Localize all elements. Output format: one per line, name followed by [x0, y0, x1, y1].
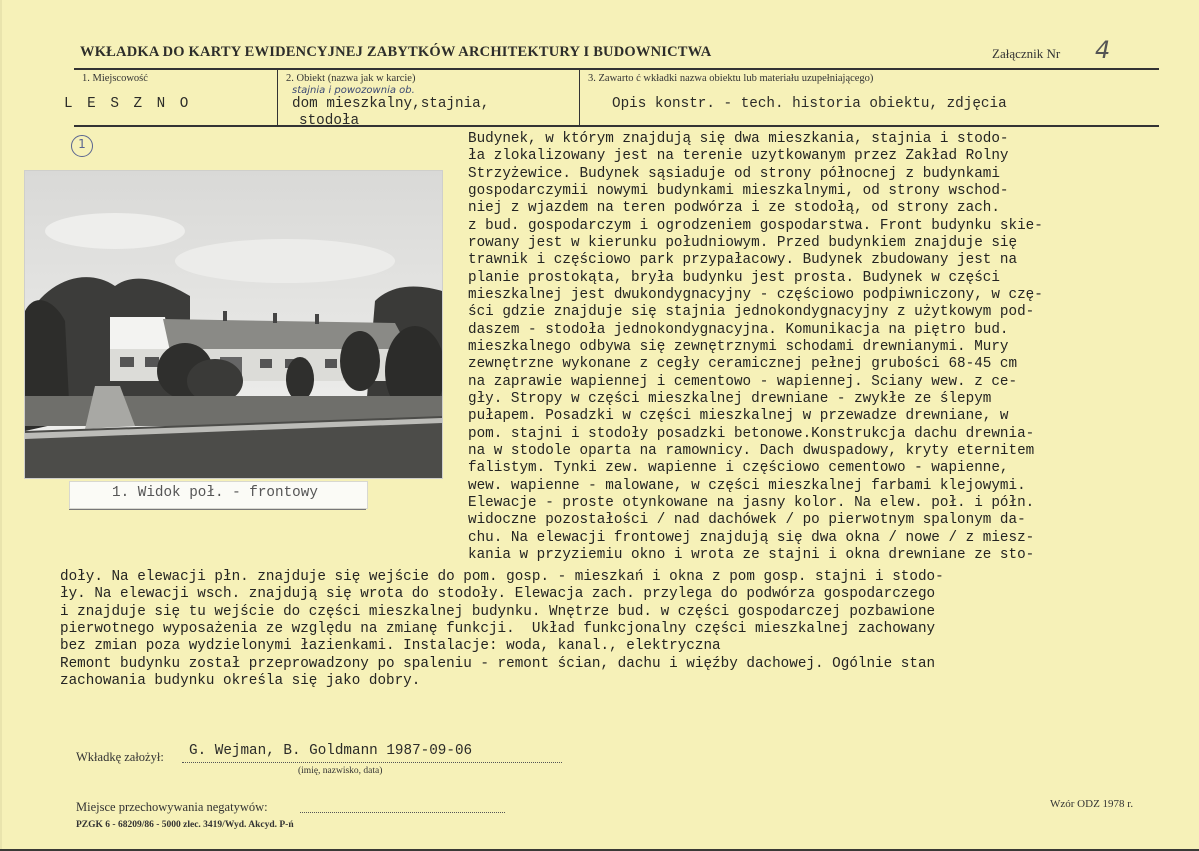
body-line: Strzyżewice. Budynek sąsiaduje od strony północnej z budynkami — [468, 166, 1000, 182]
caption-rule — [69, 509, 366, 510]
print-info: PZGK 6 - 68209/86 - 5000 zlec. 3419/Wyd. Akcyd. P-ń — [76, 820, 294, 830]
body-line: daszem - stodoła jednokondygnacyjna. Komunikacja na piętro bud. — [468, 322, 1009, 338]
body-line: ści gdzie znajduje się stajnia jednokondygnacyjny z użytkowym pod- — [468, 304, 1035, 320]
page-mark-number: 1 — [78, 137, 86, 151]
body-line: widoczne pozostałości / nad dachówek / po pierwotnym spalonym da- — [468, 512, 1026, 528]
negatives-label: Miejsce przechowywania negatywów: — [76, 800, 268, 814]
body-line: ły. Na elewacji wsch. znajdują się wrota do stodoły. Elewacja zach. przylega do podwórza gospodarczego — [60, 586, 936, 602]
body-line: planie prostokąta, bryła budynku jest prosta. Budynek w części — [468, 270, 1000, 286]
body-line: pierwotnego wyposażenia ze względu na zmianę funkcji. Układ funkcjonalny części mieszkalnej zachowany — [60, 621, 936, 637]
created-by-value: G. Wejman, B. Goldmann 1987-09-06 — [189, 743, 473, 759]
created-by-hint: (imię, nazwisko, data) — [298, 766, 383, 776]
form-title: WKŁADKA DO KARTY EWIDENCYJNEJ ZABYTKÓW ARCHITEKTURY I BUDOWNICTWA — [80, 44, 712, 60]
body-line: z bud. gospodarczym i ogrodzeniem gospodarstwa. Front budynku skie- — [468, 218, 1043, 234]
object-value-line2: stodoła — [299, 113, 360, 129]
body-line: wew. wapienne - malowane, w części mieszkalnej farbami klejowymi. — [468, 478, 1026, 494]
content-value: Opis konstr. - tech. historia obiektu, zdjęcia — [612, 96, 1007, 112]
body-line: zewnętrzne wykonane z cegły ceramicznej pełnej grubości 68-45 cm — [468, 356, 1018, 372]
body-line: doły. Na elewacji płn. znajduje się wejście do pom. gosp. - mieszkań i okna z pom gosp. stajni i stodo- — [60, 569, 944, 585]
body-line: mieszkalnego odbywa się zewnętrznymi schodami drewnianymi. Mury — [468, 339, 1009, 355]
body-line: mieszkalnej jest dwukondygnacyjny - częściowo podpiwniczony, w czę- — [468, 287, 1043, 303]
body-line: pułapem. Posadzki w części mieszkalnej w przewadze drewniane, w — [468, 408, 1009, 424]
body-line: Budynek, w którym znajdują się dwa mieszkania, stajnia i stodo- — [468, 131, 1009, 147]
photo-illustration — [25, 171, 442, 478]
header-rule-top — [74, 68, 1159, 70]
locality-value: L E S Z N O — [64, 96, 192, 112]
header-divider-2 — [579, 70, 580, 125]
body-line: gospodarczymii nowymi budynkami mieszkalnymi, od strony wschod- — [468, 183, 1009, 199]
page-mark — [71, 135, 93, 157]
body-line: Remont budynku został przeprowadzony po spaleniu - remont ścian, dachu i więźby dachowej. Ogólnie stan — [60, 656, 936, 672]
object-value-line1: dom mieszkalny,stajnia, — [292, 96, 490, 112]
body-line: i znajduje się tu wejście do części mieszkalnej budynku. Wnętrze bud. w części gospodarczej pozbawione — [60, 604, 936, 620]
body-line: zachowania budynku określa się jako dobry. — [60, 673, 421, 689]
form-pattern: Wzór ODZ 1978 r. — [1050, 798, 1134, 810]
body-line: kania w przyziemiu okno i wrota ze stajni i okna drewniane ze sto- — [468, 547, 1035, 563]
negatives-line — [300, 812, 505, 813]
body-line: Elewacje - proste otynkowane na jasny kolor. Na elew. poł. i półn. — [468, 495, 1035, 511]
body-line: na zaprawie wapiennej i cementowo - wapiennej. Sciany wew. z ce- — [468, 374, 1018, 390]
annex-label: Załącznik Nr — [992, 46, 1061, 61]
created-by-label: Wkładkę założył: — [76, 750, 164, 764]
building-photo — [24, 170, 443, 479]
body-line: ła zlokalizowany jest na terenie uzytkowanym przez Zakład Rolny — [468, 148, 1009, 164]
created-by-line — [182, 762, 562, 763]
annex-number: 4 — [1095, 36, 1111, 64]
body-line: trawnik i częściowo park przypałacowy. Budynek zbudowany jest na — [468, 252, 1018, 268]
body-line: na w stodole oparta na ramownicy. Dach dwuspadowy, kryty eternitem — [468, 443, 1035, 459]
header-divider-1 — [277, 70, 278, 125]
body-line: chu. Na elewacji frontowej znajdują się dwa okna / nowe / z miesz- — [468, 530, 1035, 546]
body-line: gły. Stropy w części mieszkalnej drewniane - zwykłe ze ślepym — [468, 391, 992, 407]
header-rule-bottom — [74, 125, 1159, 127]
locality-label: 1. Miejscowość — [82, 73, 148, 84]
body-line: falistym. Tynki zew. wapienne i częściowo cementowo - wapienne, — [468, 460, 1009, 476]
body-line: bez zmian poza wydzielonymi łazienkami. Instalacje: woda, kanal., elektryczna — [60, 638, 721, 654]
body-line: pom. stajni i stodoły posadzki betonowe.Konstrukcja dachu drewnia- — [468, 426, 1035, 442]
object-handwritten-note: stajnia i powozownia ob. — [292, 85, 415, 96]
body-line: rowany jest w kierunku południowym. Przed budynkiem znajduje się — [468, 235, 1018, 251]
body-line: niej z wjazdem na teren podwórza i ze stodołą, od strony zach. — [468, 200, 1000, 216]
object-label: 2. Obiekt (nazwa jak w karcie) — [286, 73, 416, 84]
photo-caption: 1. Widok poł. - frontowy — [112, 485, 318, 501]
content-label: 3. Zawarto ć wkładki nazwa obiektu lub materiału uzupełniającego) — [588, 73, 874, 84]
